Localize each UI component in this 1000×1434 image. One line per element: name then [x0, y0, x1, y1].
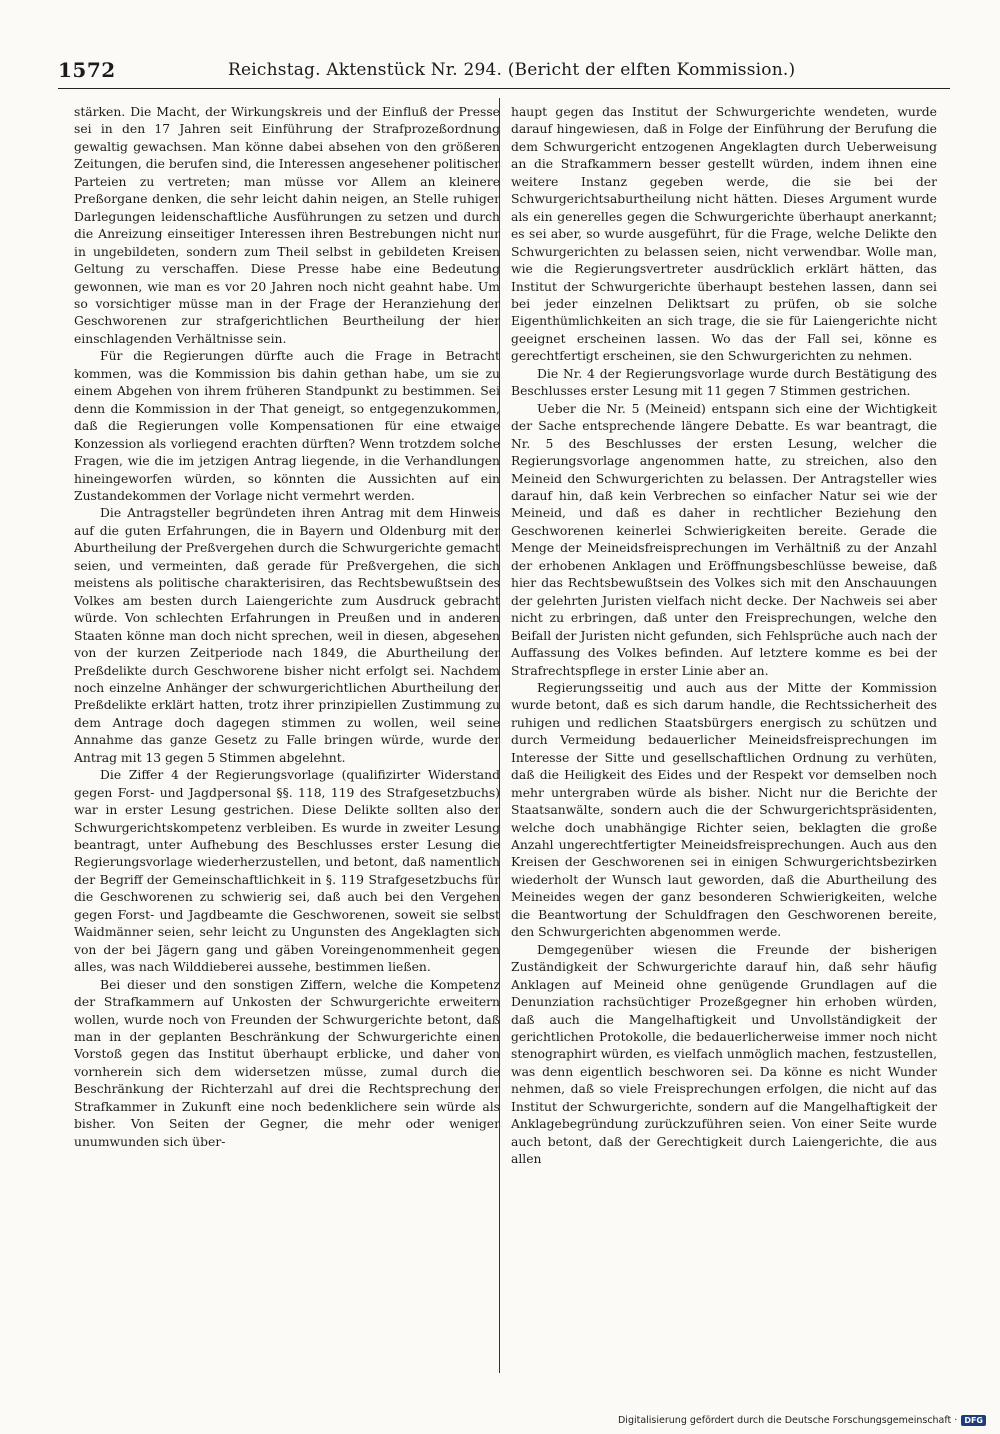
- paragraph: Die Ziffer 4 der Regierungsvorlage (qualifizirter Widerstand gegen Forst- und Jagdpersonal §§. 118, 119 des Strafgesetzbuchs) war in erster Lesung gestrichen. Diese Delikte sollten also der Schwurgerichtskompetenz verbleiben. Es wurde in zweiter Lesung beantragt, unter Aufhebung des Beschlusses erster Lesung die Regierungsvorlage wiederherzustellen, und betont, daß namentlich der Begriff der Gemeinschaftlichkeit in §. 119 Strafgesetzbuchs für die Geschworenen zu schwierig sei, daß auch bei den Vergehen gegen Forst- und Jagdbeamte die Geschworenen, soweit sie selbst Waidmänner seien, sehr leicht zu Ungunsten des Angeklagten sich von der bei Jägern gang und gäben Voreingenommenheit gegen alles, was nach Wilddieberei aussehe, bestimmen ließen.: [74, 768, 500, 975]
- paragraph: Regierungsseitig und auch aus der Mitte der Kommission wurde betont, daß es sich darum handle, die Rechtssicherheit des ruhigen und redlichen Staatsbürgers energisch zu schützen und durch Vermeidung bedauerlicher Meineidsfreisprechungen im Interesse der Sitte und gesellschaftlichen Ordnung zu verhüten, daß die Heiligkeit des Eides und der Respekt vor demselben noch mehr untergraben würde als bisher. Nicht nur die Berichte der Staatsanwälte, sondern auch die der Schwurgerichtspräsidenten, welche doch unabhängige Richter seien, beklagten die große Anzahl ungerechtfertigter Meineidsfreisprechungen. Auch aus den Kreisen der Geschworenen sei in einigen Schwurgerichtsbezirken wiederholt der Wunsch laut geworden, daß die Aburtheilung des Meineides wegen der ganz besonderen Schwierigkeiten, welche die Beantwortung der Schuldfragen den Geschworenen bereite, den Schwurgerichten abgenommen werde.: [511, 680, 937, 940]
- page-number: 1572: [58, 58, 116, 82]
- paragraph: Die Nr. 4 der Regierungsvorlage wurde durch Bestätigung des Beschlusses erster Lesung mit 11 gegen 7 Stimmen gestrichen.: [511, 366, 937, 399]
- paragraph: Für die Regierungen dürfte auch die Frage in Betracht kommen, was die Kommission bis dahin gethan habe, um sie zu einem Abgehen von ihrem früheren Standpunkt zu bestimmen. Sei denn die Kommission in der That geneigt, so entgegenzukommen, daß die Regierungen volle Kompensationen für eine etwaige Konzession als vorliegend erachten dürften? Wenn trotzdem solche Fragen, wie die im jetzigen Antrag liegende, in die Verhandlungen hineingeworfen würden, so könnten die Aussichten auf ein Zustandekommen der Vorlage nicht vermehrt werden.: [74, 349, 500, 503]
- paragraph: Bei dieser und den sonstigen Ziffern, welche die Kompetenz der Strafkammern auf Unkosten der Schwurgerichte erweitern wollen, wurde noch von Freunden der Schwurgerichte betont, daß man in der geplanten Beschränkung der Schwurgerichte einen Vorstoß gegen das Institut überhaupt erblicke, und daher von vornherein sich dem widersetzen müsse, zumal durch die Beschränkung der Richterzahl auf drei die Rechtsprechung der Strafkammer in Zukunft eine noch bedenklichere sein würde als bisher. Von Seiten der Gegner, die mehr oder weniger unumwunden sich über-: [74, 977, 500, 1149]
- right-column: [511, 104, 937, 1374]
- paragraph: haupt gegen das Institut der Schwurgerichte wendeten, wurde darauf hingewiesen, daß in Folge der Einführung der Berufung die dem Schwurgericht entzogenen Angeklagten durch Ueberweisung an die Strafkammern besser gestellt würden, indem ihnen eine weitere Instanz gegeben werde, die sie bei der Schwurgerichtsaburtheilung nicht hätten. Dieses Argument wurde als ein generelles gegen die Schwurgerichte überhaupt anerkannt; es sei aber, so wurde ausgeführt, für die Frage, welche Delikte den Schwurgerichten zu belassen seien, nicht verwendbar. Wolle man, wie die Regierungsvertreter ausdrücklich erklärt hätten, das Institut der Schwurgerichte überhaupt bestehen lassen, dann sei bei jeder einzelnen Deliktsart zu prüfen, ob sie solche Eigenthümlichkeiten an sich trage, die sie für Laiengerichte nicht geeignet erscheinen lassen. Wo das der Fall sei, könne es gerechtfertigt erscheinen, sie den Schwurgerichten zu nehmen.: [511, 105, 937, 364]
- page-header: [58, 58, 950, 89]
- digitization-credit: [618, 1413, 986, 1427]
- paragraph: Die Antragsteller begründeten ihren Antrag mit dem Hinweis auf die guten Erfahrungen, die in Bayern und Oldenburg mit der Aburtheilung der Preßvergehen durch die Schwurgerichte gemacht seien, und vermeinten, daß gerade für Preßvergehen, die sich meistens als politische charakterisiren, das Rechtsbewußtsein des Volkes am besten durch Laiengerichte zum Ausdruck gebracht würde. Von schlechten Erfahrungen in Preußen und in anderen Staaten könne man doch nicht sprechen, weil in diesen, abgesehen von der kurzen Zeitperiode nach 1849, die Aburtheilung der Preßdelikte durch Geschworene bisher nicht erfolgt sei. Nachdem noch einzelne Anhänger der schwurgerichtlichen Aburtheilung der Preßdelikte erklärt hatten, trotz ihrer prinzipiellen Zustimmung zu dem Antrage doch dagegen stimmen zu wollen, weil seine Annahme das ganze Gesetz zu Falle bringen würde, wurde der Antrag mit 13 gegen 5 Stimmen abgelehnt.: [74, 506, 500, 765]
- left-column: [74, 104, 500, 1374]
- dfg-logo: DFG: [961, 1415, 986, 1426]
- paragraph: stärken. Die Macht, der Wirkungskreis und der Einfluß der Presse sei in den 17 Jahren seit Einführung der Strafprozeßordnung gewaltig gewachsen. Man könne dabei absehen von den größeren Zeitungen, die berufen sind, die Interessen angesehener politischer Parteien zu vertreten; man müsse vor Allem an kleinere Preßorgane denken, die sehr leicht dahin neigen, an Stelle ruhiger Darlegungen leidenschaftliche Ausführungen zu setzen und durch die Anreizung einseitiger Interessen ihren Bestrebungen nicht nur in ungebildeten, sondern zum Theil selbst in gebildeten Kreisen Geltung zu verschaffen. Diese Presse habe eine Bedeutung gewonnen, wie man es vor 20 Jahren noch nicht geahnt habe. Um so vorsichtiger müsse man in der Frage der Heranziehung der Geschworenen zur strafgerichtlichen Beurtheilung der hier einschlagenden Verhältnisse sein.: [74, 105, 500, 346]
- credit-text: Digitalisierung gefördert durch die Deutsche Forschungsgemeinschaft ·: [617, 1414, 958, 1426]
- running-title: Reichstag. Aktenstück Nr. 294. (Bericht der elften Kommission.): [228, 60, 796, 80]
- paragraph: Demgegenüber wiesen die Freunde der bisherigen Zuständigkeit der Schwurgerichte darauf hin, daß sehr häufig Anklagen auf Meineid ohne genügende Grundlagen auf die Denunziation rachsüchtiger Prozeßgegner hin erhoben würden, daß auch die Mangelhaftigkeit und Unvollständigkeit der gerichtlichen Protokolle, die bedauerlicherweise immer noch nicht stenographirt würden, es vielfach unmöglich machen, festzustellen, was denn eigentlich beschworen sei. Da könne es nicht Wunder nehmen, daß so viele Freisprechungen erfolgen, die nicht auf das Institut der Schwurgerichte, sondern auf die Mangelhaftigkeit der Anklagebegründung zurückzuführen seien. Von einer Seite wurde auch betont, daß der Gerechtigkeit durch Laiengerichte, die aus allen: [511, 942, 937, 1167]
- paragraph: Ueber die Nr. 5 (Meineid) entspann sich eine der Wichtigkeit der Sache entsprechende längere Debatte. Es war beantragt, die Nr. 5 des Beschlusses der ersten Lesung, welcher die Regierungsvorlage angenommen hatte, zu streichen, also den Meineid den Schwurgerichten zu belassen. Der Antragsteller wies darauf hin, daß kein Verbrechen so einfacher Natur sei wie der Meineid, und daß es daher in rechtlicher Beziehung den Geschworenen keinerlei Schwierigkeiten bereite. Gerade die Menge der Meineidsfreisprechungen im Verhältniß zu der Anzahl der erhobenen Anklagen und Eröffnungsbeschlüsse beweise, daß hier das Rechtsbewußtsein des Volkes sich mit den Anschauungen der gelehrten Juristen vielfach nicht decke. Der Nachweis sei aber nicht zu erbringen, daß unter den Freisprechungen, welche den Beifall der Juristen nicht gefunden, sich Fehlsprüche auch nach der Auffassung des Volkes befinden. Auf letztere komme es bei der Strafrechtspflege in erster Linie aber an.: [511, 401, 937, 678]
